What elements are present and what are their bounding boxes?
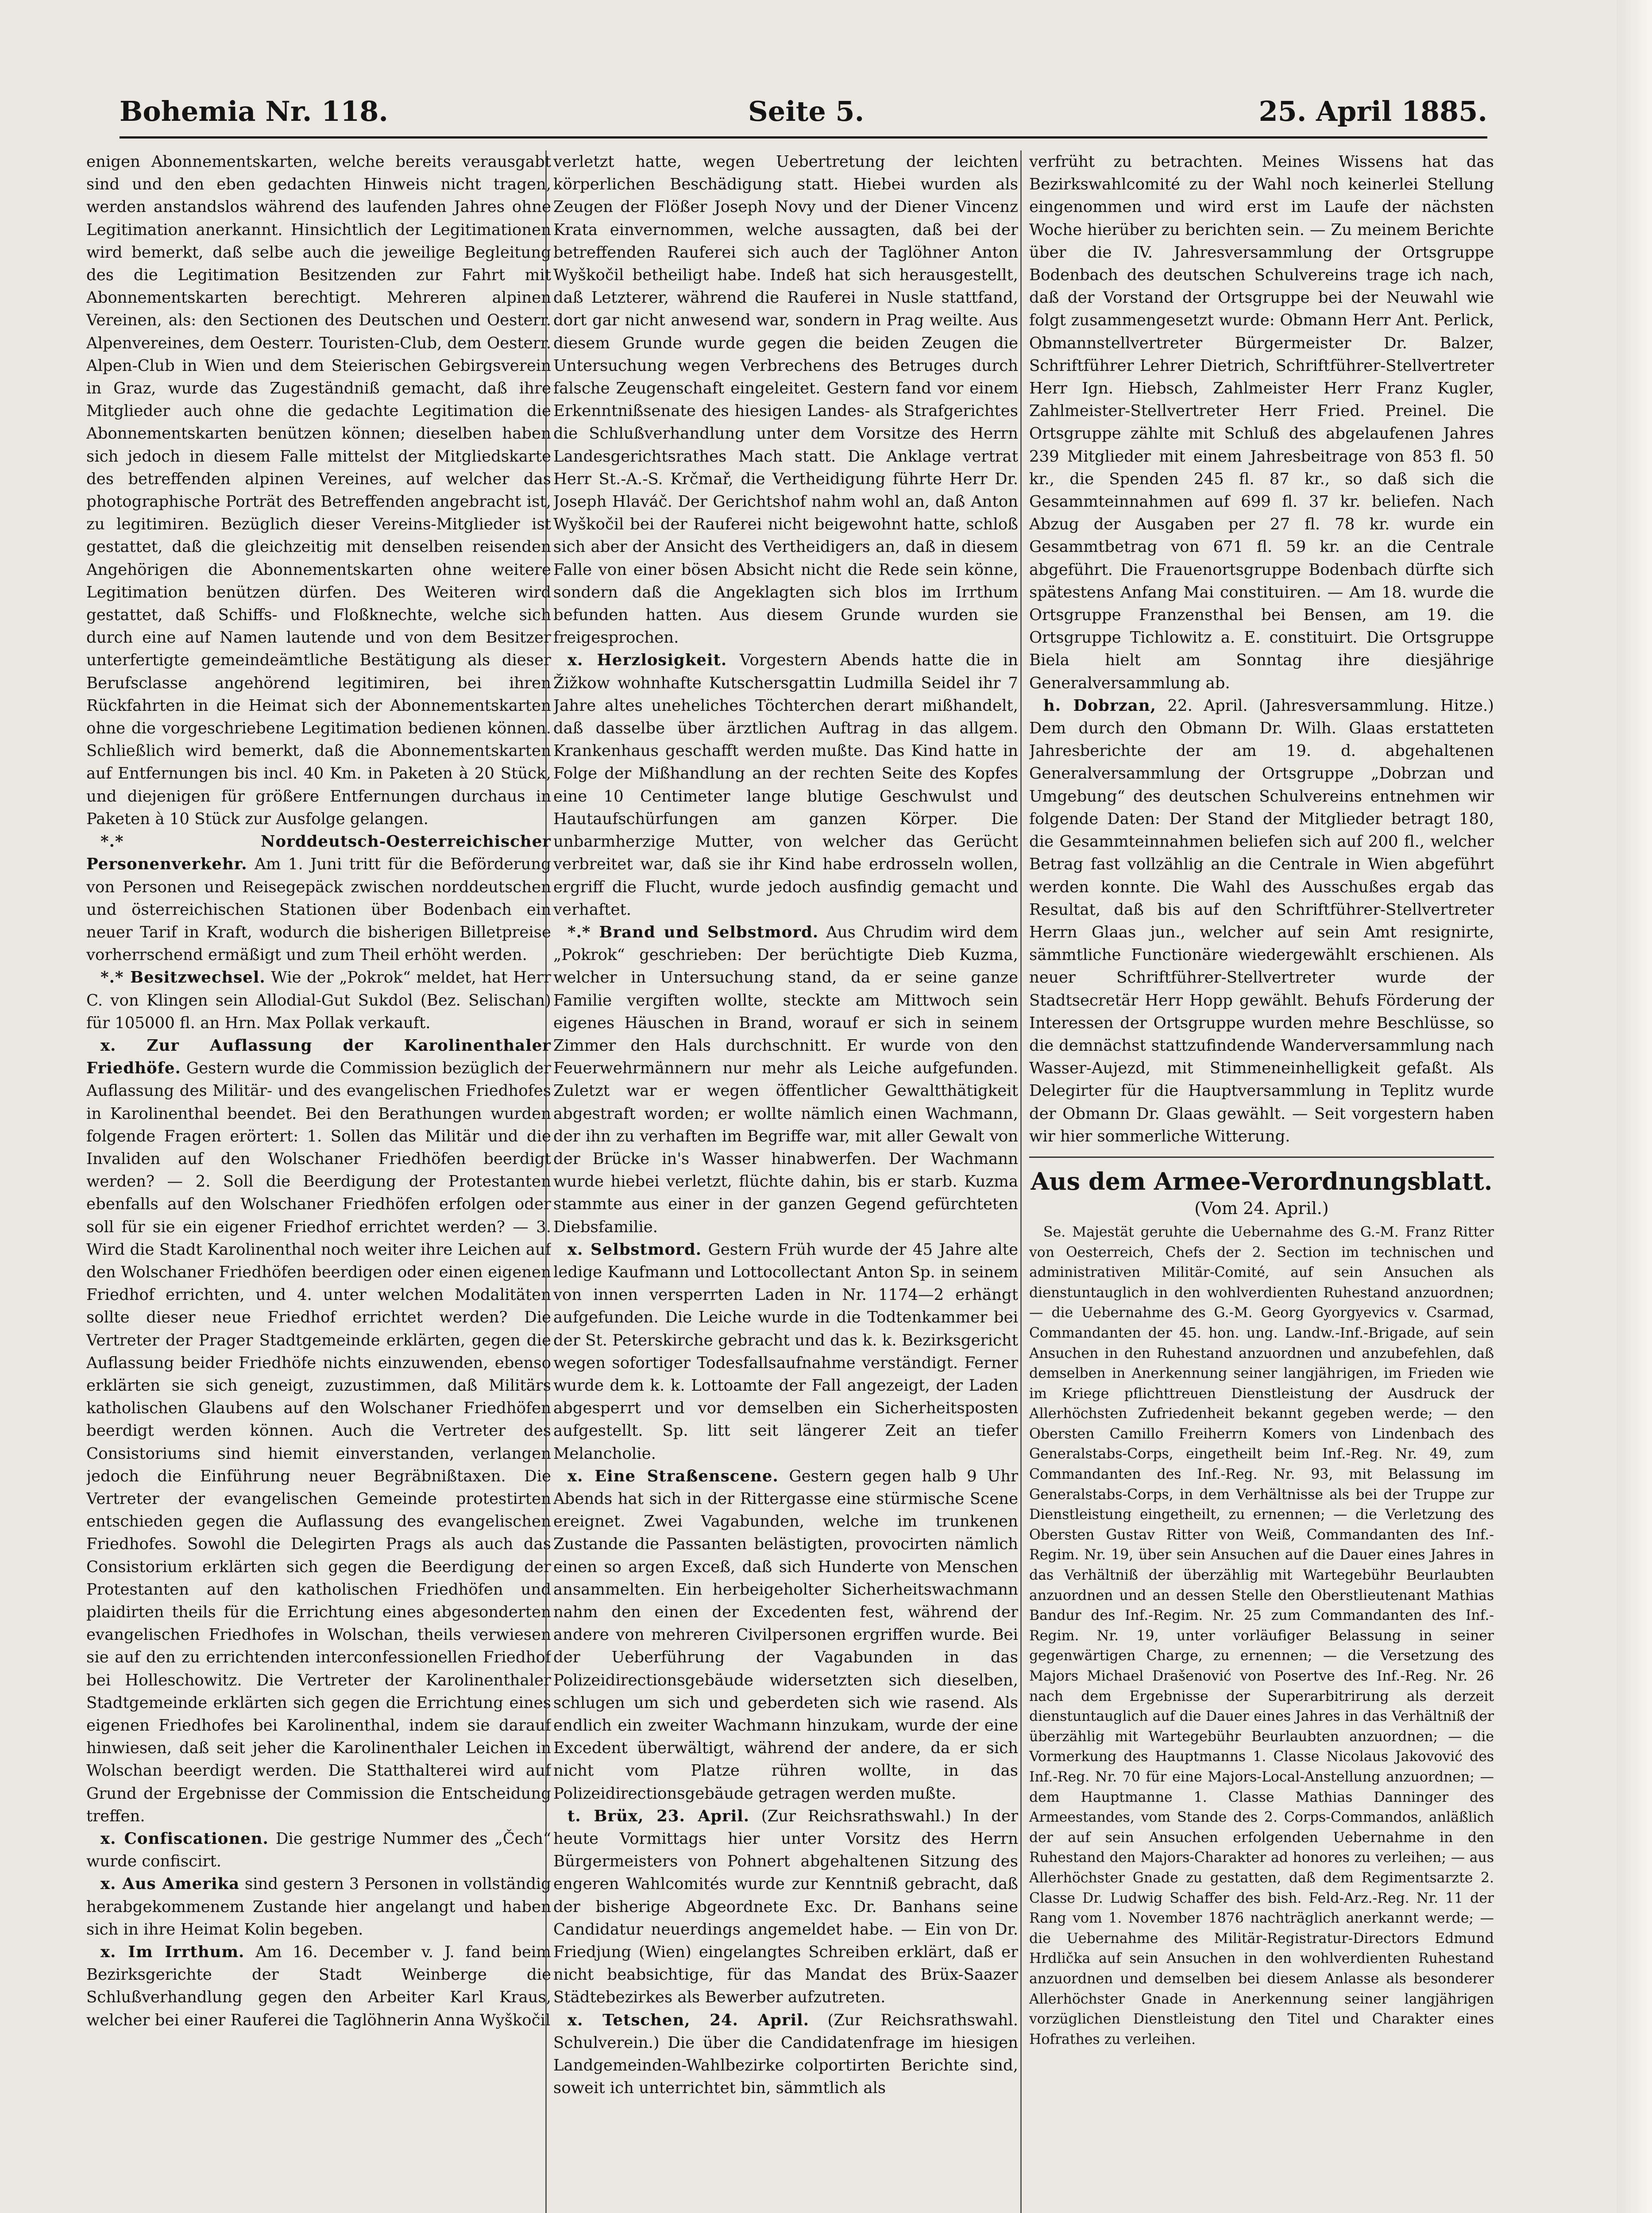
article-bruex: t. Brüx, 23. April. (Zur Reichsrathswahl.) In der heute Vormittags hier unter Vorsitz des Herrn Bürgermeisters von Pohnert abgehaltenen Sitzung des engeren Wahlcomités wurde zur Kenntniß gebracht, daß der bisherige Abgeordnete Exc. Dr. Banhans seine Candidatur neuerdings angemeldet habe. — Ein von Dr. Friedjung (Wien) eingelangtes Schreiben erklärt, daß er nicht beabsichtige, für das Mandat des Brüx-Saazer Städtebezirkes als Bewerber aufzutreten. bbox=[553, 1807, 1018, 2007]
column-divider bbox=[1020, 150, 1022, 2213]
article-herzlosigkeit: x. Herzlosigkeit. Vorgestern Abends hatte die in Žižkow wohnhafte Kutschersgattin Ludmilla Seidel ihr 7 Jahre altes uneheliches Töchterchen derart mißhandelt, daß dasselbe über ärztlichen Auftrag in das allgem. Krankenhaus geschafft werden mußte. Das Kind hatte in Folge der Mißhandlung an der rechten Seite des Kopfes eine 10 Centimeter lange blutige Geschwulst und Hautaufschürfungen am ganzen Körper. Die unbarmherzige Mutter, von welcher das Gerücht verbreitet war, daß sie ihr Kind habe erdrosseln wollen, ergriff die Flucht, wurde jedoch ausfindig gemacht und verhaftet. bbox=[553, 651, 1018, 919]
article-personenverkehr: *.* Norddeutsch-Oesterreichischer Personenverkehr. Am 1. Juni tritt für die Beförderung von Personen und Reisegepäck zwischen norddeutschen und österreichischen Stationen über Bodenbach ein neuer Tarif in Kraft, wodurch die bisherigen Billetpreise vorherrschend ermäßigt und zum Theil erhöht werden. bbox=[86, 833, 551, 964]
article-dobrzan: h. Dobrzan, 22. April. (Jahresversammlung. Hitze.) Dem durch den Obmann Dr. Wilh. Glaas erstatteten Jahresberichte der am 19. d. abgehaltenen Generalversammlung der Ortsgruppe „Dobrzan und Umgebung“ des deutschen Schulvereins entnehmen wir folgende Daten: Der Stand der Mitglieder betragt 180, die Gesammteinnahmen beliefen sich auf 200 fl., welcher Betrag fast vollzählig an die Centrale in Wien abgeführt werden konnte. Die Wahl des Ausschußes ergab das Resultat, daß bis auf den Schriftführer-Stellvertreter Herrn Glaas jun., welcher auf sein Amt resignirte, sämmtliche Functionäre wiedergewählt erschienen. Als neuer Schriftführer-Stellvertreter wurde der Stadtsecretär Herr Hopp gewählt. Behufs Förderung der Interessen der Ortsgruppe wurden mehre Beschlüsse, so die demnächst stattzufindende Wanderversammlung nach Wasser-Aujezd, mit Stimmeneinhelligkeit gefaßt. Als Delegirter für die Hauptversammlung in Teplitz wurde der Obmann Dr. Glaas gewählt. — Seit vorgestern haben wir hier sommerliche Witterung. bbox=[1029, 696, 1494, 1145]
article-amerika: x. Aus Amerika sind gestern 3 Personen in vollständig herabgekommenem Zustande hier angelangt und haben sich in ihre Heimat Kolin begeben. bbox=[86, 1875, 551, 1939]
column-1 bbox=[86, 150, 551, 2213]
scan-edge bbox=[1617, 0, 1652, 2213]
article-strassenscene: x. Eine Straßenscene. Gestern gegen halb 9 Uhr Abends hat sich in der Rittergasse eine stürmische Scene ereignet. Zwei Vagabunden, welche im trunkenen Zustande die Passanten belästigten, provocirten nämlich einen so argen Exceß, daß sich Hunderte von Menschen ansammelten. Ein herbeigeholter Sicherheitswachmann nahm den einen der Excedenten fest, während der andere von mehreren Civilpersonen ergriffen wurde. Bei der Ueberführung der Vagabunden in das Polizeidirectionsgebäude widersetzten sich dieselben, schlugen um sich und geberdeten sich wie rasend. Als endlich ein zweiter Wachmann hinzukam, wurde der eine Excedent überwältigt, während der andere, da er sich nicht vom Platze rühren wollte, in das Polizeidirectionsgebäude getragen werden mußte. bbox=[553, 1467, 1018, 1803]
article-continuation: verfrüht zu betrachten. Meines Wissens hat das Bezirkswahlcomité zu der Wahl noch keinerlei Stellung eingenommen und wird erst im Laufe der nächsten Woche hierüber zu berichten sein. — Zu meinem Berichte über die IV. Jahresversammlung der Ortsgruppe Bodenbach des deutschen Schulvereins trage ich nach, daß der Vorstand der Ortsgruppe bei der Neuwahl wie folgt zusammengesetzt wurde: Obmann Herr Ant. Perlick, Obmannstellvertreter Bürgermeister Dr. Balzer, Schriftführer Lehrer Dietrich, Schriftführer-Stellvertreter Herr Ign. Hiebsch, Zahlmeister Herr Franz Kugler, Zahlmeister-Stellvertreter Herr Fried. Preinel. Die Ortsgruppe zählte mit Schluß des abgelaufenen Jahres 239 Mitglieder mit einem Jahresbeitrage von 853 fl. 50 kr., die Spenden 245 fl. 87 kr., so daß sich die Gesammteinnahmen auf 699 fl. 37 kr. beliefen. Nach Abzug der Ausgaben per 27 fl. 78 kr. wurde ein Gesammtbetrag von 671 fl. 59 kr. an die Centrale abgeführt. Die Frauenortsgruppe Bodenbach dürfte sich spätestens Anfang Mai constituiren. — Am 18. wurde die Ortsgruppe Franzensthal bei Bensen, am 19. die Ortsgruppe Tichlowitz a. E. constituirt. Die Ortsgruppe Biela hielt am Sonntag ihre diesjährige Generalversammlung ab. bbox=[1029, 153, 1494, 692]
issue-date: 25. April 1885. bbox=[1258, 95, 1487, 127]
article-irrthum: x. Im Irrthum. Am 16. December v. J. fand beim Bezirksgerichte der Stadt Weinberge die Schlußverhandlung gegen den Arbeiter Karl Kraus, welcher bei einer Rauferei die Taglöhnerin Anna Wyškočil bbox=[86, 1943, 551, 2029]
section-rule bbox=[1029, 1157, 1494, 1158]
article-selbstmord: x. Selbstmord. Gestern Früh wurde der 45 Jahre alte ledige Kaufmann und Lottocollectant Anton Sp. in seinem von innen versperrten Laden in Nr. 1174—2 erhängt aufgefunden. Die Leiche wurde in die Todtenkammer bei der St. Peterskirche gebracht und das k. k. Bezirksgericht wegen sofortiger Todesfallsaufnahme verständigt. Ferner wurde dem k. k. Lottoamte der Fall angezeigt, der Laden abgesperrt und vor demselben ein Sicherheitsposten aufgestellt. Sp. litt seit längerer Zeit an tiefer Melancholie. bbox=[553, 1240, 1018, 1463]
article-besitzwechsel: *.* Besitzwechsel. Wie der „Pokrok“ meldet, hat Herr C. von Klingen sein Allodial-Gut Sukdol (Bez. Selischan) für 105000 fl. an Hrn. Max Pollak verkauft. bbox=[86, 968, 551, 1032]
newspaper-issue: Bohemia Nr. 118. bbox=[120, 95, 389, 127]
column-2 bbox=[553, 150, 1018, 2213]
header-rule bbox=[120, 136, 1487, 139]
article-armee-verordnung: Se. Majestät geruhte die Uebernahme des G.-M. Franz Ritter von Oesterreich, Chefs der 2. Section im technischen und administrativen Militär-Comité, auf sein Ansuchen als dienstuntauglich in den wohlverdienten Ruhestand anzuordnen; — die Uebernahme des G.-M. Georg Gyorgyevics v. Csarmad, Commandanten der 45. hon. ung. Landw.-Inf.-Brigade, auf sein Ansuchen in den Ruhestand anzuordnen und anzubefehlen, daß demselben in Anerkennung seiner langjährigen, im Frieden wie im Kriege pflichttreuen Dienstleistung der Ausdruck der Allerhöchsten Zufriedenheit bekannt gegeben werde; — den Obersten Camillo Freiherrn Komers von Lindenbach des Generalstabs-Corps, eingetheilt beim Inf.-Reg. Nr. 49, zum Commandanten des Inf.-Reg. Nr. 93, mit Belassung im Generalstabs-Corps, in dem Verhältnisse als bei der Truppe zur Dienstleistung eingetheilt, zu ernennen; — die Verletzung des Obersten Gustav Ritter von Weiß, Commandanten des Inf.-Regim. Nr. 19, über sein Ansuchen auf die Dauer eines Jahres in das Verhältniß der überzählig mit Wartegebühr Beurlaubten anzuordnen und an dessen Stelle den Oberstlieutenant Mathias Bandur des Inf.-Regim. Nr. 25 zum Commandanten des Inf.-Regim. Nr. 19, unter vorläufiger Belassung in seiner gegenwärtigen Charge, zu ernennen; — die Versetzung des Majors Michael Drašenović von Posertve des Inf.-Reg. Nr. 26 nach dem Ergebnisse der Superarbitrirung als derzeit dienstuntauglich auf die Dauer eines Jahres in das Verhältniß der überzählig mit Wartegebühr Beurlaubten anzuordnen; — die Vormerkung des Hauptmanns 1. Classe Nicolaus Jakovović des Inf.-Reg. Nr. 70 für eine Majors-Local-Anstellung anzuordnen; — dem Hauptmanne 1. Classe Mathias Danninger des Armeestandes, vom Stande des 2. Corps-Commandos, anläßlich der auf sein Ansuchen erfolgenden Uebernahme in den Ruhestand den Majors-Charakter ad honores zu verleihen; — aus Allerhöchster Gnade zu gestatten, daß dem Regimentsarzte 2. Classe Dr. Ludwig Schaffer des bish. Feld-Arz.-Reg. Nr. 11 der Rang vom 1. November 1876 nachträglich anerkannt werde; — die Uebernahme des Militär-Registratur-Directors Edmund Hrdlička auf sein Ansuchen in den wohlverdienten Ruhestand anzuordnen und demselben bei diesem Anlasse als besonderer Allerhöchster Gnade in Anerkennung seiner langjährigen vorzüglichen Dienstleistung den Titel und Charakter eines Hofrathes zu verleihen. bbox=[1029, 1224, 1494, 2047]
column-3 bbox=[1029, 150, 1494, 2213]
section-title: Aus dem Armee-Verordnungsblatt. bbox=[1031, 1167, 1493, 1195]
article-confiscationen: x. Confiscationen. Die gestrige Nummer des „Čech“ wurde confiscirt. bbox=[86, 1830, 551, 1871]
article-friedhoefe: x. Zur Auflassung der Karolinenthaler Friedhöfe. Gestern wurde die Commission bezüglich der Auflassung des Militär- und des evangelischen Friedhofes in Karolinenthal beendet. Bei den Berathungen wurden folgende Fragen erörtert: 1. Sollen das Militär und die Invaliden auf den Wolschaner Friedhöfen beerdigt werden? — 2. Soll die Beerdigung der Protestanten ebenfalls auf den Wolschaner Friedhöfen erfolgen oder soll für sie ein eigener Friedhof errichtet werden? — 3. Wird die Stadt Karolinenthal noch weiter ihre Leichen auf den Wolschaner Friedhöfen beerdigen oder einen eigenen Friedhof errichten, und 4. unter welchen Modalitäten sollte dieser neue Friedhof errichtet werden? Die Vertreter der Prager Stadtgemeinde erklärten, gegen die Auflassung beider Friedhöfe nichts einzuwenden, ebenso erklärten sie sich geneigt, zuzustimmen, daß Militärs katholischen Glaubens auf den Wolschaner Friedhöfen beerdigt werden können. Auch die Vertreter des Consistoriums sind hiemit einverstanden, verlangen jedoch die Einführung neuer Begräbnißtaxen. Die Vertreter der evangelischen Gemeinde protestirten entschieden gegen die Auflassung des evangelischen Friedhofes. Sowohl die Delegirten Prags als auch das Consistorium erklärten sich gegen die Beerdigung der Protestanten auf den katholischen Friedhöfen und plaidirten theils für die Errichtung eines abgesonderten evangelischen Friedhofes in Wolschan, theils verwiesen sie auf den zu errichtenden interconfessionellen Friedhof bei Holleschowitz. Die Vertreter der Karolinenthaler Stadtgemeinde erklärten sich gegen die Errichtung eines eigenen Friedhofes bei Karolinenthal, indem sie darauf hinwiesen, daß seit jeher die Karolinenthaler Leichen in Wolschan beerdigt werden. Die Statthalterei wird auf Grund der Ergebnisse der Commission die Entscheidung treffen. bbox=[86, 1036, 551, 1825]
section-subtitle: (Vom 24. April.) bbox=[1194, 1198, 1329, 1218]
article-brand-selbstmord: *.* Brand und Selbstmord. Aus Chrudim wird dem „Pokrok“ geschrieben: Der berüchtigte Dieb Kuzma, welcher in Untersuchung stand, da er seine ganze Familie vergiften wollte, steckte am Mittwoch sein eigenes Häuschen in Brand, worauf er sich in seinem Zimmer den Hals durchschnitt. Er wurde von den Feuerwehrmännern nur mehr als Leiche aufgefunden. Zuletzt war er wegen öffentlicher Gewaltthätigkeit abgestraft worden; er wollte nämlich einen Wachmann, der ihn zu verhaften im Begriffe war, mit aller Gewalt von der Brücke in's Wasser hinabwerfen. Der Wachmann wurde hiebei verletzt, flüchte dahin, bis er starb. Kuzma stammte aus einer in der ganzen Gegend gefürchteten Diebsfamilie. bbox=[553, 923, 1018, 1236]
page-number: Seite 5. bbox=[748, 95, 865, 127]
article-continuation: enigen Abonnementskarten, welche bereits verausgabt sind und den eben gedachten Hinweis nicht tragen, werden anstandslos während des laufenden Jahres ohne Legitimation anerkannt. Hinsichtlich der Legitimationen wird bemerkt, daß selbe auch die jeweilige Begleitung des die Legitimation Besitzenden zur Fahrt mit Abonnementskarten berechtigt. Mehreren alpinen Vereinen, als: den Sectionen des Deutschen und Oesterr. Alpenvereines, dem Oesterr. Touristen-Club, dem Oesterr. Alpen-Club in Wien und dem Steierischen Gebirgsverein in Graz, wurde das Zugeständniß gemacht, daß ihre Mitglieder auch ohne die gedachte Legitimation die Abonnementskarten benützen können; dieselben haben sich jedoch in diesem Falle mittelst der Mitgliedskarte des betreffenden alpinen Vereines, auf welcher das photographische Porträt des Betreffenden angebracht ist, zu legitimiren. Bezüglich dieser Vereins-Mitglieder ist gestattet, daß die gleichzeitig mit denselben reisenden Angehörigen die Abonnementskarten ohne weitere Legitimation benützen dürfen. Des Weiteren wird gestattet, daß Schiffs- und Floßknechte, welche sich durch eine auf Namen lautende und von dem Besitzer unterfertigte gemeindeämtliche Bestätigung als dieser Berufsclasse angehörend legitimiren, bei ihren Rückfahrten in die Heimat sich der Abonnementskarten ohne die vorgeschriebene Legitimation bedienen können. Schließlich wird bemerkt, daß die Abonnementskarten auf Entfernungen bis incl. 40 Km. in Paketen à 20 Stück, und diejenigen für größere Entfernungen durchaus in Paketen à 10 Stück zur Ausfolge gelangen. bbox=[86, 153, 551, 828]
article-tetschen: x. Tetschen, 24. April. (Zur Reichsrathswahl. Schulverein.) Die über die Candidatenfrage im hiesigen Landgemeinden-Wahlbezirke colportirten Berichte sind, soweit ich unterrichtet bin, sämmtlich als bbox=[553, 2011, 1018, 2097]
article-continuation: verletzt hatte, wegen Uebertretung der leichten körperlichen Beschädigung statt. Hiebei wurden als Zeugen der Flößer Joseph Novy und der Diener Vincenz Krata einvernommen, welche aussagten, daß bei der betreffenden Rauferei sich auch der Taglöhner Anton Wyškočil betheiligt habe. Indeß hat sich herausgestellt, daß Letzterer, während die Rauferei in Nusle stattfand, dort gar nicht anwesend war, sondern in Prag weilte. Aus diesem Grunde wurde gegen die beiden Zeugen die Untersuchung wegen Verbrechens des Betruges durch falsche Zeugenschaft eingeleitet. Gestern fand vor einem Erkenntnißsenate des hiesigen Landes- als Strafgerichtes die Schlußverhandlung unter dem Vorsitze des Herrn Landesgerichtsrathes Mach statt. Die Anklage vertrat Herr St.-A.-S. Krčmař, die Vertheidigung führte Herr Dr. Joseph Hlaváč. Der Gerichtshof nahm wohl an, daß Anton Wyškočil bei der Rauferei nicht beigewohnt hatte, schloß sich aber der Ansicht des Vertheidigers an, daß in diesem Falle von einer bösen Absicht nicht die Rede sein könne, sondern daß die Angeklagten sich blos im Irrthum befunden hatten. Aus diesem Grunde wurden sie freigesprochen. bbox=[553, 153, 1018, 647]
page-header bbox=[120, 91, 1487, 135]
